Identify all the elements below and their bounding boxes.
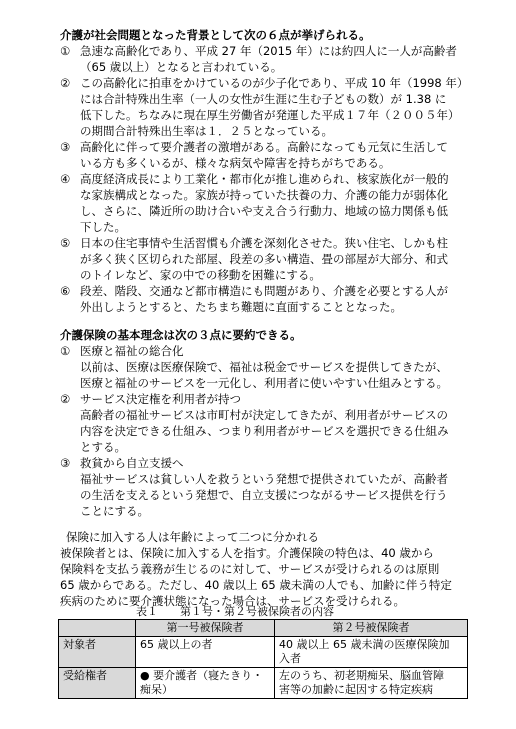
item-line: 日本の住宅事情や生活習慣も介護を深刻化させた。狭い住宅、しかも柱	[80, 236, 448, 250]
table-cell	[275, 637, 468, 668]
item-line: 急速な高齢化であり、平成 27 年（2015 年）には約四人に一人が高齢者	[80, 44, 457, 58]
item-number: ②	[60, 392, 71, 406]
item-title: 救貧から自立支援へ	[80, 456, 184, 470]
item-line: 高齢者の福祉サービスは市町村が決定してきたが、利用者がサービスの	[80, 408, 448, 422]
item-line: 外出しようとすると、たちまち難題に直面することとなった。	[80, 300, 402, 314]
header-cell: 第一号被保険者	[136, 620, 275, 637]
item-line: し、さらに、隣近所の助け合いや支え合う行動力、地域の協力関係も低	[80, 204, 448, 218]
item-title: 医療と福祉の総合化	[80, 344, 184, 358]
table-row	[59, 637, 468, 668]
row-label: 対象者	[59, 637, 136, 668]
item-line: 以前は、医療は医療保険で、福祉は税金でサービスを提供してきたが、	[80, 360, 448, 374]
table-caption: 表１ 第１号・第２号被保険者の内容	[136, 605, 334, 618]
cell-line: 害等の加齢に起因する特定疾病	[279, 683, 433, 696]
header-cell: 第２号被保険者	[275, 620, 468, 637]
cell-line: 痴呆）	[140, 683, 173, 696]
item-line: の生活を支えるという発想で、自立支援につながるサービス提供を行う	[80, 488, 448, 502]
item-number: ①	[60, 344, 71, 358]
item-number: ④	[60, 172, 71, 186]
item-number: ①	[60, 44, 71, 58]
item-title: サービス決定権を利用者が持つ	[80, 392, 241, 406]
item-line: 下した。	[80, 220, 126, 234]
item-line: 内容を決定できる仕組み、つまり利用者がサービスを選択できる仕組み	[80, 424, 449, 438]
item-number: ③	[60, 140, 71, 154]
paragraph-line: 保険料を支払う義務が生じるのに対して、サービスが受けられるのは原則	[60, 562, 440, 576]
item-number: ③	[60, 456, 71, 470]
paragraph-line: 疾病のために要介護状態になった場合は、サービスを受けられる。	[60, 594, 405, 608]
header-cell	[59, 620, 136, 637]
table-row	[59, 668, 468, 699]
item-line: ことにする。	[80, 504, 149, 518]
row-label: 受給権者	[59, 668, 136, 699]
section1-heading: 介護が社会問題となった背景として次の６点が挙げられる。	[60, 28, 371, 42]
item-line: には合計特殊出生率（一人の女性が生涯に生む子どもの数）が 1.38 に	[80, 92, 447, 106]
item-line: （65 歳以上）となると言われている。	[80, 60, 283, 74]
item-line: 高齢化に伴って要介護者の激増がある。高齢になっても元気に生活して	[80, 140, 448, 154]
paragraph-line: 65 歳からである。ただし、40 歳以上 65 歳未満の人でも、加齢に伴う特定	[60, 578, 452, 592]
table-cell: 65 歳以上の者	[136, 637, 275, 668]
item-line: とする。	[80, 440, 126, 454]
cell-line: 40 歳以上 65 歳未満の医療保険加	[279, 638, 450, 651]
item-line: な家族構成となった。家族が持っていた扶養の力、介護の能力が弱体化	[80, 188, 448, 202]
item-number: ⑥	[60, 284, 71, 298]
item-line: 高度経済成長により工業化・都市化が推し進められ、核家族化が一般的	[80, 172, 449, 186]
item-number: ⑤	[60, 236, 71, 250]
item-line: 段差、階段、交通など都市構造にも問題があり、介護を必要とする人が	[80, 284, 448, 298]
item-number: ②	[60, 76, 71, 90]
item-line: 医療と福祉のサービスを一元化し、利用者に使いやすい仕組みとする。	[80, 376, 448, 390]
paragraph-line: 被保険者とは、保険に加入する人を指す。介護保険の特色は、40 歳から	[60, 546, 434, 560]
item-line: 福祉サービスは貧しい人を救うという発想で提供されていたが、高齢者	[80, 472, 448, 486]
section3-heading: 保険に加入する人は年齢によって二つに分かれる	[66, 530, 319, 544]
cell-line: 入者	[279, 652, 301, 665]
section2-heading: 介護保険の基本理念は次の３点に要約できる。	[60, 328, 302, 342]
table-cell	[275, 668, 468, 699]
item-line: が多く狭く区切られた部屋、段差の多い構造、畳の部屋が大部分、和式	[80, 252, 448, 266]
cell-line: ● 要介護者（寝たきり・	[140, 669, 264, 682]
item-line: の期間合計特殊出生率は１．２５となっている。	[80, 124, 333, 138]
item-line: のトイレなど、家の中での移動を困難にする。	[80, 268, 321, 282]
item-line: いる方も多くいるが、様々な病気や障害を持ちがちである。	[80, 156, 391, 170]
cell-line: 左のうち、初老期痴呆、脳血管障	[279, 669, 444, 682]
table-cell	[136, 668, 275, 699]
insured-table	[58, 619, 468, 699]
item-line: 低下した。ちなみに現在厚生労働省が発運した平成１７年（２００５年）	[80, 108, 460, 122]
item-line: この高齢化に拍車をかけているのが少子化であり、平成 10 年（1998 年）	[80, 76, 469, 90]
table-header-row	[59, 620, 468, 637]
